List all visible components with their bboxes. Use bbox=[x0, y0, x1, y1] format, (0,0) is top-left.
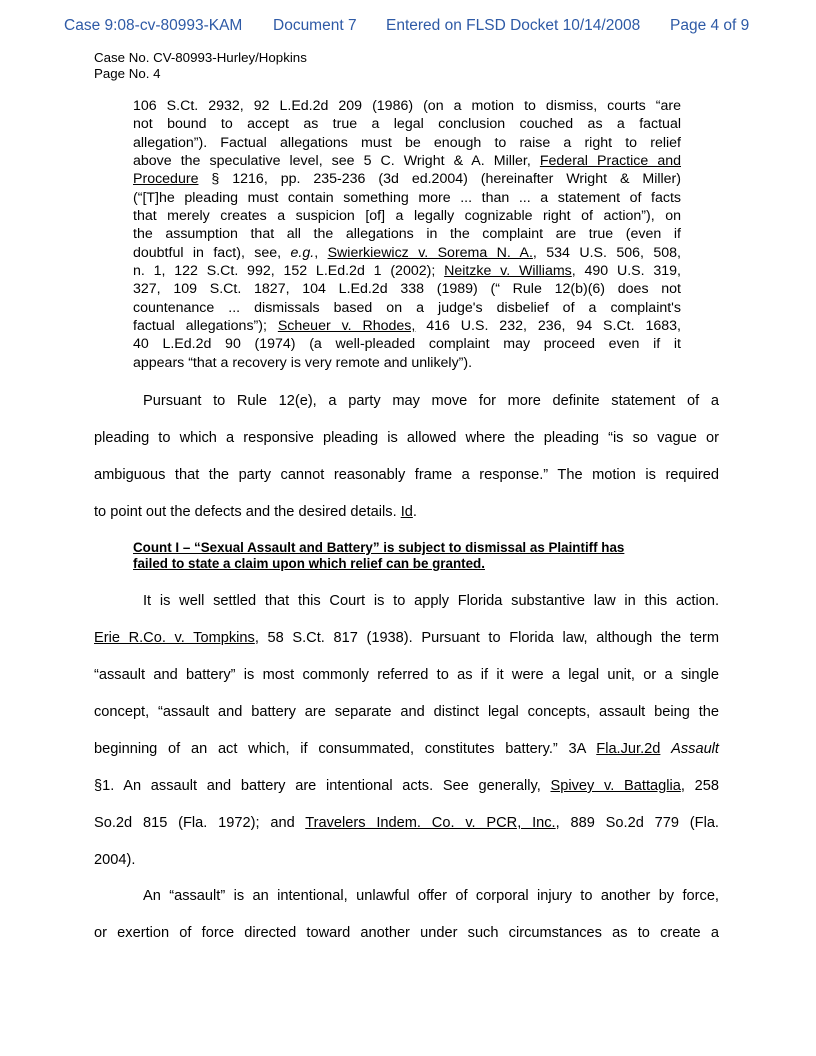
ecf-page-number: Page 4 of 9 bbox=[670, 17, 750, 34]
quote-line: the assumption that all the allegations in the complaint are true (even if bbox=[133, 226, 681, 243]
paragraph-line: Erie R.Co. v. Tompkins, 58 S.Ct. 817 (1938). Pursuant to Florida law, although the term bbox=[94, 630, 719, 646]
citation-link: Neitzke v. Williams bbox=[444, 263, 572, 280]
paragraph-line: beginning of an act which, if consummated, constitutes battery.” 3A Fla.Jur.2d Assault bbox=[94, 741, 719, 757]
quote-line: 40 L.Ed.2d 90 (1974) (a well-pleaded complaint may proceed even if it bbox=[133, 336, 681, 353]
quote-line: countenance ... dismissals based on a judge's disbelief of a complaint's bbox=[133, 299, 681, 316]
paragraph-line: or exertion of force directed toward another under such circumstances as to create a bbox=[94, 925, 719, 941]
citation-link: Id bbox=[400, 504, 413, 520]
citation-link: Spivey v. Battaglia bbox=[550, 778, 681, 794]
quote-line: 106 S.Ct. 2932, 92 L.Ed.2d 209 (1986) (on a motion to dismiss, courts “are bbox=[133, 98, 681, 114]
quote-line: appears “that a recovery is very remote and unlikely”). bbox=[133, 354, 473, 371]
paragraph-line: concept, “assault and battery are separate and distinct legal concepts, assault being the bbox=[94, 704, 719, 720]
citation-link: Erie R.Co. v. Tompkins bbox=[94, 630, 255, 646]
section-heading bbox=[133, 540, 693, 572]
paragraph-florida-law bbox=[94, 583, 719, 879]
quote-line: above the speculative level, see 5 C. Wright & A. Miller, Federal Practice and bbox=[133, 153, 681, 170]
citation-link: Federal Practice and bbox=[539, 153, 681, 170]
paragraph-line: ambiguous that the party cannot reasonably frame a response.” The motion is required bbox=[94, 467, 719, 483]
quote-line: doubtful in fact), see, e.g., Swierkiewicz v. Sorema N. A., 534 U.S. 506, 508, bbox=[133, 244, 681, 261]
heading-line: Count I – “Sexual Assault and Battery” is subject to dismissal as Plaintiff has bbox=[133, 540, 625, 555]
caption-case-no: Case No. CV-80993-Hurley/Hopkins bbox=[94, 50, 307, 65]
paragraph-line: §1. An assault and battery are intentional acts. See generally, Spivey v. Battaglia, 258 bbox=[94, 778, 719, 794]
quote-line: n. 1, 122 S.Ct. 992, 152 L.Ed.2d 1 (2002); Neitzke v. Williams, 490 U.S. 319, bbox=[133, 263, 681, 280]
citation-link: Scheuer v. Rhodes, bbox=[277, 318, 416, 335]
paragraph-line: It is well settled that this Court is to apply Florida substantive law in this action. bbox=[143, 593, 719, 609]
paragraph-line: An “assault” is an intentional, unlawful offer of corporal injury to another by force, bbox=[143, 888, 719, 904]
quote-line: that merely creates a suspicion [of] a legally cognizable right of action”), on bbox=[133, 208, 681, 225]
quote-line: 327, 109 S.Ct. 1827, 104 L.Ed.2d 338 (1989) (“ Rule 12(b)(6) does not bbox=[133, 281, 681, 298]
paragraph-assault-definition bbox=[94, 878, 719, 952]
heading-line: failed to state a claim upon which relief can be granted. bbox=[133, 556, 485, 571]
block-quote bbox=[133, 97, 681, 372]
paragraph-line: “assault and battery” is most commonly referred to as if it were a legal unit, or a single bbox=[94, 667, 719, 683]
ecf-case-number: Case 9:08-cv-80993-KAM bbox=[64, 17, 243, 34]
citation-link: Swierkiewicz v. Sorema N. A. bbox=[327, 244, 533, 261]
ecf-header bbox=[64, 17, 764, 37]
quote-line: (“[T]he pleading must contain something more ... than ... a statement of facts bbox=[133, 189, 681, 206]
paragraph-line: 2004). bbox=[94, 852, 136, 868]
paragraph-line: pleading to which a responsive pleading is allowed where the pleading “is so vague or bbox=[94, 430, 719, 446]
quote-line: Procedure § 1216, pp. 235-236 (3d ed.2004) (hereinafter Wright & Miller) bbox=[133, 171, 681, 188]
quote-line: factual allegations”); Scheuer v. Rhodes, 416 U.S. 232, 236, 94 S.Ct. 1683, bbox=[133, 318, 681, 335]
quote-line: allegation”). Factual allegations must be enough to raise a right to relief bbox=[133, 134, 681, 151]
paragraph-line: Pursuant to Rule 12(e), a party may move for more definite statement of a bbox=[143, 393, 719, 409]
ecf-entered-date: Entered on FLSD Docket 10/14/2008 bbox=[386, 17, 641, 34]
paragraph-rule-12e bbox=[94, 383, 719, 531]
citation-link: Fla.Jur.2d bbox=[596, 741, 661, 757]
citation-link: Procedure bbox=[133, 171, 199, 188]
quote-line: not bound to accept as true a legal conclusion couched as a factual bbox=[133, 116, 681, 133]
paragraph-line: So.2d 815 (Fla. 1972); and Travelers Indem. Co. v. PCR, Inc., 889 So.2d 779 (Fla. bbox=[94, 815, 719, 831]
paragraph-line: to point out the defects and the desired details. Id. bbox=[94, 504, 417, 520]
citation-link: Travelers Indem. Co. v. PCR, Inc. bbox=[305, 815, 556, 831]
caption-page-no: Page No. 4 bbox=[94, 66, 161, 81]
page-caption bbox=[94, 50, 307, 82]
ecf-document-number: Document 7 bbox=[273, 17, 357, 34]
